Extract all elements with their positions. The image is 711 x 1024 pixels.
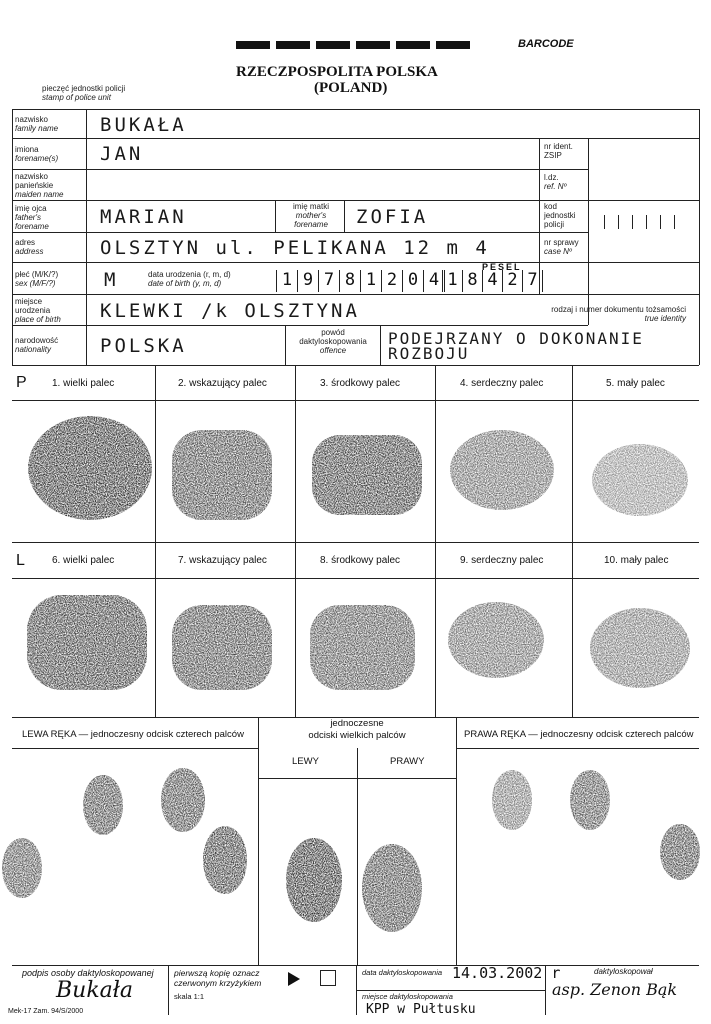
offence-value-line2: ROZBOJU <box>388 344 470 363</box>
fingerprint-8 <box>310 605 415 690</box>
right-slap-label: PRAWA RĘKA — jednoczesny odcisk czterech palców <box>464 729 694 740</box>
stamp-label-en: stamp of police unit <box>42 93 111 102</box>
dob-digits <box>276 270 445 292</box>
signature-label: podpis osoby daktyloskopowanej <box>22 968 154 978</box>
form-code: Mek-17 Zam. 94/S/2000 <box>8 1008 84 1015</box>
date-label: data daktyloskopowania <box>362 968 443 977</box>
slap-right-middle <box>570 770 610 830</box>
finger-label-7: 7. wskazujący palec <box>178 555 267 566</box>
finger-label-3: 3. środkowy palec <box>320 378 401 389</box>
finger-label-1: 1. wielki palec <box>52 378 115 389</box>
offence-value-line1: PODEJRZANY O DOKONANIE <box>388 329 644 348</box>
fingerprint-1 <box>28 416 152 520</box>
place-label: miejsce daktyloskopowania <box>362 992 453 1001</box>
finger-label-9: 9. serdeczny palec <box>460 555 544 566</box>
dob-digit: 1 <box>276 270 297 292</box>
dob-digit: 9 <box>297 270 318 292</box>
place-value: KPP w Pułtusku <box>366 1002 476 1017</box>
case-label: nr sprawy case Nº <box>544 238 579 256</box>
unit-code-label: kod jednostki policji <box>544 202 576 229</box>
fingerprint-6 <box>27 595 147 690</box>
forename-value: JAN <box>100 143 144 165</box>
pesel-label: PESEL <box>482 262 522 272</box>
slap-right-ring <box>660 824 700 880</box>
scale-label: skala 1:1 <box>174 992 205 1001</box>
unit-code-boxes <box>604 215 688 229</box>
fingerprint-9 <box>448 602 544 678</box>
document-label: rodzaj i numer dokumentu tożsamości true identity <box>551 305 686 323</box>
stamp-label-pl: pieczęć jednostki policji <box>42 84 126 93</box>
fingerprint-10 <box>590 608 690 688</box>
offence-label: powód daktyloskopowania offence <box>299 328 367 355</box>
dob-digit: 4 <box>423 270 445 292</box>
finger-label-5: 5. mały palec <box>606 378 665 389</box>
fingerprint-3 <box>312 435 422 515</box>
fingerprint-5 <box>592 444 688 516</box>
fingerprint-2 <box>172 430 272 520</box>
forename-label: imiona forename(s) <box>15 145 59 163</box>
fingerprint-7 <box>172 605 272 690</box>
stamp-label <box>42 84 125 102</box>
father-label: imię ojca father's forename <box>15 204 49 231</box>
form-subtitle: (POLAND) <box>314 80 388 96</box>
barcode <box>236 41 474 49</box>
slap-left-middle <box>161 768 205 832</box>
address-label: adres address <box>15 238 44 256</box>
slap-right-thumb <box>362 844 422 932</box>
birthplace-label: miejsce urodzenia place of birth <box>15 297 61 324</box>
dob-label: data urodzenia (r, m, d) date of birth (y, m, d) <box>148 270 231 288</box>
finger-label-10: 10. mały palec <box>604 555 669 566</box>
date-value: 14.03.2002 r <box>452 964 561 982</box>
mother-label: imię matki mother's forename <box>292 202 329 229</box>
slap-right-index <box>492 770 532 830</box>
officer-signature: asp. Zenon Bąk <box>552 980 678 999</box>
pesel-digit: 8 <box>462 270 482 292</box>
finger-label-8: 8. środkowy palec <box>320 555 401 566</box>
surname-value: BUKAŁA <box>100 114 187 136</box>
father-value: MARIAN <box>100 206 187 228</box>
finger-label-6: 6. wielki palec <box>52 555 115 566</box>
lewy-label: LEWY <box>292 756 319 767</box>
nationality-label: narodowość nationality <box>15 336 59 354</box>
pesel-digit: 1 <box>442 270 462 292</box>
pesel-digit: 7 <box>522 270 543 292</box>
ldz-label: l.dz. ref. Nº <box>544 173 567 191</box>
slap-left-thumb <box>286 838 342 922</box>
fingerprints-slap <box>0 760 711 960</box>
arrow-icon <box>288 972 300 986</box>
fingerprints-rolled <box>12 400 699 717</box>
birthplace-value: KLEWKI /k OLSZTYNA <box>100 300 360 322</box>
slap-left-ring <box>83 775 123 835</box>
fingerprint-4 <box>450 430 554 510</box>
dob-digit: 1 <box>360 270 381 292</box>
pesel-digit: 2 <box>502 270 522 292</box>
right-hand-letter: P <box>16 374 27 391</box>
dob-digit: 0 <box>402 270 423 292</box>
address-value: OLSZTYN ul. PELIKANA 12 m 4 <box>100 237 490 259</box>
copy-checkbox[interactable] <box>320 970 336 986</box>
slap-left-index <box>203 826 247 894</box>
nationality-value: POLSKA <box>100 335 187 357</box>
surname-label: nazwisko family name <box>15 115 59 133</box>
form-title: RZECZPOSPOLITA POLSKA <box>236 64 438 80</box>
slap-left-little <box>2 838 42 898</box>
dob-digit: 2 <box>381 270 402 292</box>
officer-label: daktyloskopował <box>594 967 653 976</box>
pesel-digits <box>442 270 543 292</box>
signature: Bukała <box>56 978 134 1003</box>
left-hand-letter: L <box>16 552 25 569</box>
dob-digit: 8 <box>339 270 360 292</box>
prawy-label: PRAWY <box>390 756 425 767</box>
dob-digit: 7 <box>318 270 339 292</box>
thumbs-label-1: jednoczesne <box>330 718 384 729</box>
maiden-label: nazwisko panieńskie maiden name <box>15 172 64 199</box>
pesel-digit: 4 <box>482 270 502 292</box>
copy-instruction: pierwszą kopię oznacz czerwonym krzyżykiem <box>174 968 262 988</box>
sex-value: M <box>104 269 119 291</box>
finger-label-4: 4. serdeczny palec <box>460 378 544 389</box>
sex-label: płeć (M/K/?) sex (M/F/?) <box>15 270 59 288</box>
thumbs-label-2: odciski wielkich palców <box>308 730 406 741</box>
left-slap-label: LEWA RĘKA — jednoczesny odcisk czterech palców <box>22 729 244 740</box>
barcode-label: BARCODE <box>518 38 574 50</box>
finger-label-2: 2. wskazujący palec <box>178 378 267 389</box>
mother-value: ZOFIA <box>356 206 429 228</box>
ident-label: nr ident. ZSIP <box>544 142 573 160</box>
